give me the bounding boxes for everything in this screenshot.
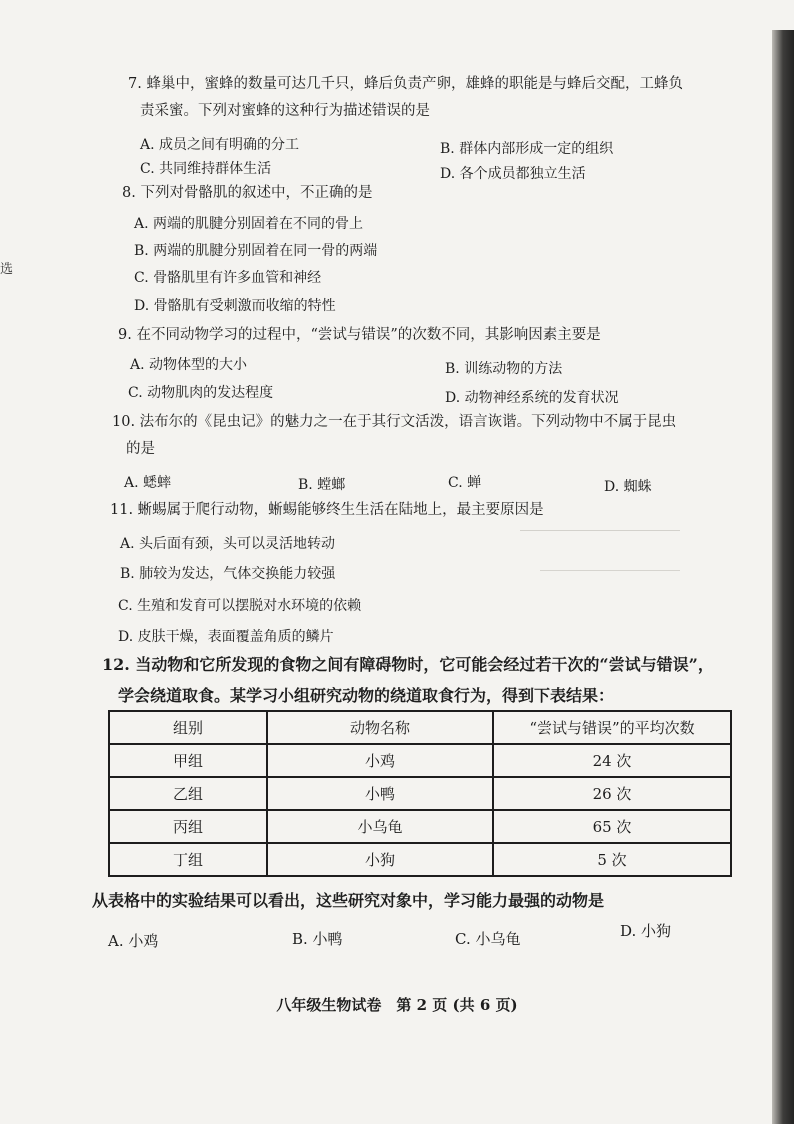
table-row bbox=[109, 843, 731, 876]
table-row bbox=[109, 777, 731, 810]
q10-option-d: D. 蜘蛛 bbox=[604, 479, 652, 495]
q9-option-b: B. 训练动物的方法 bbox=[445, 361, 563, 377]
q11-option-d: D. 皮肤干燥，表面覆盖角质的鳞片 bbox=[118, 629, 334, 645]
q8-option-a: A. 两端的肌腱分别固着在不同的骨上 bbox=[134, 216, 364, 232]
q10-option-b: B. 螳螂 bbox=[298, 477, 346, 493]
q10-option-a: A. 蟋蟀 bbox=[124, 475, 172, 491]
table-cell-animal: 小鸡 bbox=[267, 744, 493, 777]
table-row bbox=[109, 744, 731, 777]
bleed-through-line bbox=[540, 570, 680, 571]
q7-option-c: C. 共同维持群体生活 bbox=[140, 161, 272, 177]
question-12-line-1: 12. 当动物和它所发现的食物之间有障碍物时，它可能会经过若干次的“尝试与错误”， bbox=[102, 655, 714, 674]
table-cell-count: 26 次 bbox=[493, 777, 731, 810]
table-cell-group: 乙组 bbox=[109, 777, 267, 810]
q9-option-a: A. 动物体型的大小 bbox=[130, 357, 248, 373]
table-cell-animal: 小乌龟 bbox=[267, 810, 493, 843]
question-7-line-2: 责采蜜。下列对蜜蜂的这种行为描述错误的是 bbox=[140, 103, 430, 119]
table-cell-count: 5 次 bbox=[493, 843, 731, 876]
q8-option-d: D. 骨骼肌有受刺激而收缩的特性 bbox=[134, 298, 336, 314]
table-header-trial-count: “尝试与错误”的平均次数 bbox=[493, 711, 731, 744]
table-cell-group: 甲组 bbox=[109, 744, 267, 777]
q9-option-c: C. 动物肌肉的发达程度 bbox=[128, 385, 274, 401]
table-header-animal: 动物名称 bbox=[267, 711, 493, 744]
q12-option-b: B. 小鸭 bbox=[292, 930, 343, 948]
table-cell-group: 丙组 bbox=[109, 810, 267, 843]
q7-option-b: B. 群体内部形成一定的组织 bbox=[440, 141, 614, 157]
bleed-through-line bbox=[520, 530, 680, 531]
table-cell-count: 24 次 bbox=[493, 744, 731, 777]
results-table bbox=[108, 710, 732, 877]
q12-option-c: C. 小乌龟 bbox=[455, 930, 521, 948]
binding-margin-mark: 选 bbox=[0, 262, 14, 277]
table-row bbox=[109, 810, 731, 843]
q11-option-a: A. 头后面有颈，头可以灵活地转动 bbox=[120, 536, 336, 552]
q7-option-d: D. 各个成员都独立生活 bbox=[440, 166, 586, 182]
page-footer: 八年级生物试卷 第 2 页 (共 6 页) bbox=[276, 996, 518, 1014]
question-11-stem: 11. 蜥蜴属于爬行动物，蜥蜴能够终生生活在陆地上，最主要原因是 bbox=[110, 502, 544, 518]
q11-option-b: B. 肺较为发达，气体交换能力较强 bbox=[120, 566, 336, 582]
q7-option-a: A. 成员之间有明确的分工 bbox=[140, 137, 300, 153]
table-cell-group: 丁组 bbox=[109, 843, 267, 876]
question-10-line-1: 10. 法布尔的《昆虫记》的魅力之一在于其行文活泼，语言诙谐。下列动物中不属于昆虫 bbox=[112, 414, 677, 430]
q12-option-d: D. 小狗 bbox=[620, 922, 672, 940]
table-cell-count: 65 次 bbox=[493, 810, 731, 843]
q11-option-c: C. 生殖和发育可以摆脱对水环境的依赖 bbox=[118, 598, 362, 614]
table-header-group: 组别 bbox=[109, 711, 267, 744]
table-cell-animal: 小鸭 bbox=[267, 777, 493, 810]
question-12-line-2: 学会绕道取食。某学习小组研究动物的绕道取食行为，得到下表结果： bbox=[118, 686, 615, 705]
question-10-line-2: 的是 bbox=[126, 441, 155, 457]
question-8-stem: 8. 下列对骨骼肌的叙述中，不正确的是 bbox=[122, 185, 373, 201]
q10-option-c: C. 蝉 bbox=[448, 475, 482, 491]
table-cell-animal: 小狗 bbox=[267, 843, 493, 876]
q8-option-c: C. 骨骼肌里有许多血管和神经 bbox=[134, 270, 322, 286]
question-7-line-1: 7. 蜂巢中，蜜蜂的数量可达几千只，蜂后负责产卵，雄蜂的职能是与蜂后交配，工蜂负 bbox=[128, 76, 683, 92]
question-12-conclusion: 从表格中的实验结果可以看出，这些研究对象中，学习能力最强的动物是 bbox=[92, 891, 605, 910]
scan-shadow-edge bbox=[772, 30, 794, 1124]
q8-option-b: B. 两端的肌腱分别固着在同一骨的两端 bbox=[134, 243, 378, 259]
q12-option-a: A. 小鸡 bbox=[108, 932, 159, 950]
q9-option-d: D. 动物神经系统的发育状况 bbox=[445, 390, 619, 406]
question-9-stem: 9. 在不同动物学习的过程中，“尝试与错误”的次数不同，其影响因素主要是 bbox=[118, 327, 601, 343]
table-header-row bbox=[109, 711, 731, 744]
